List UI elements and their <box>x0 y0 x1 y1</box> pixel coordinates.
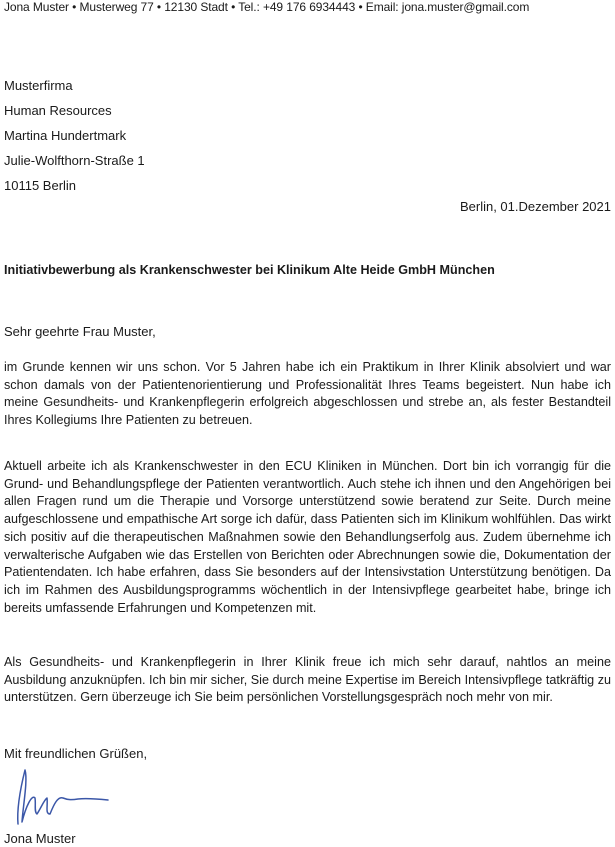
closing: Mit freundlichen Grüßen, <box>4 746 148 761</box>
recipient-contact: Martina Hundertmark <box>4 128 127 143</box>
sender-line: Jona Muster • Musterweg 77 • 12130 Stadt • Tel.: +49 176 6934443 • Email: jona.muster@gmail.com <box>4 0 530 14</box>
subject-line: Initiativbewerbung als Krankenschwester bei Klinikum Alte Heide GmbH München <box>4 263 495 277</box>
signature-image <box>6 764 116 830</box>
letter-date: Berlin, 01.Dezember 2021 <box>459 199 611 214</box>
signature-stroke <box>18 770 108 824</box>
recipient-street: Julie-Wolfthorn-Straße 1 <box>4 153 145 168</box>
body-paragraph-1: im Grunde kennen wir uns schon. Vor 5 Jahren habe ich ein Praktikum in Ihrer Klinik absolviert und war schon damals von der Patientenorientierung und Professionalität Ihres Teams begeistert. Nun habe ich meine Gesundheits- und Krankenpflegerin erfolgreich abgeschlossen und strebe an, als fester Bestandteil Ihres Kollegiums Ihre Patienten zu betreuen. <box>4 360 611 428</box>
recipient-city: 10115 Berlin <box>4 178 77 193</box>
recipient-company: Musterfirma <box>4 78 73 93</box>
recipient-department: Human Resources <box>4 103 112 118</box>
recipient-address <box>4 73 145 198</box>
salutation: Sehr geehrte Frau Muster, <box>4 324 156 339</box>
body-paragraph-2: Aktuell arbeite ich als Krankenschwester in den ECU Kliniken in München. Dort bin ich vorrangig für die Grund- und Behandlungspflege der Patienten verantwortlich. Auch stehe ich ihnen und den Angehörigen bei allen Fragen rund um die Therapie und Vorsorge unterstützend sowie beratend zur Seite. Durch meine aufgeschlossene und empathische Art sorge ich dafür, dass Patienten sich im Klinikum wohlfühlen. Das wirkt sich positiv auf die therapeutischen Maßnahmen sowie den Behandlungserfolg aus. Zudem übernehme ich verwalterische Aufgaben wie das Erstellen von Berichten oder Abrechnungen sowie die, Dokumentation der Patientendaten. Ich habe erfahren, dass Sie besonders auf der Intensivstation Unterstützung benötigen. Da ich im Rahmen des Ausbildungsprogramms wöchentlich in der Intensivpflege gearbeitet habe, bringe ich bereits umfassende Erfahrungen und Kompetenzen mit. <box>4 459 611 615</box>
body-paragraph-3: Als Gesundheits- und Krankenpflegerin in Ihrer Klinik freue ich mich sehr darauf, nahtlos an meine Ausbildung anzuknüpfen. Ich bin mir sicher, Sie durch meine Expertise im Bereich Intensivpflege tatkräftig zu unterstützen. Gern überzeuge ich Sie beim persönlichen Vorstellungsgespräch noch mehr von mir. <box>4 655 611 705</box>
signer-name: Jona Muster <box>4 831 76 846</box>
